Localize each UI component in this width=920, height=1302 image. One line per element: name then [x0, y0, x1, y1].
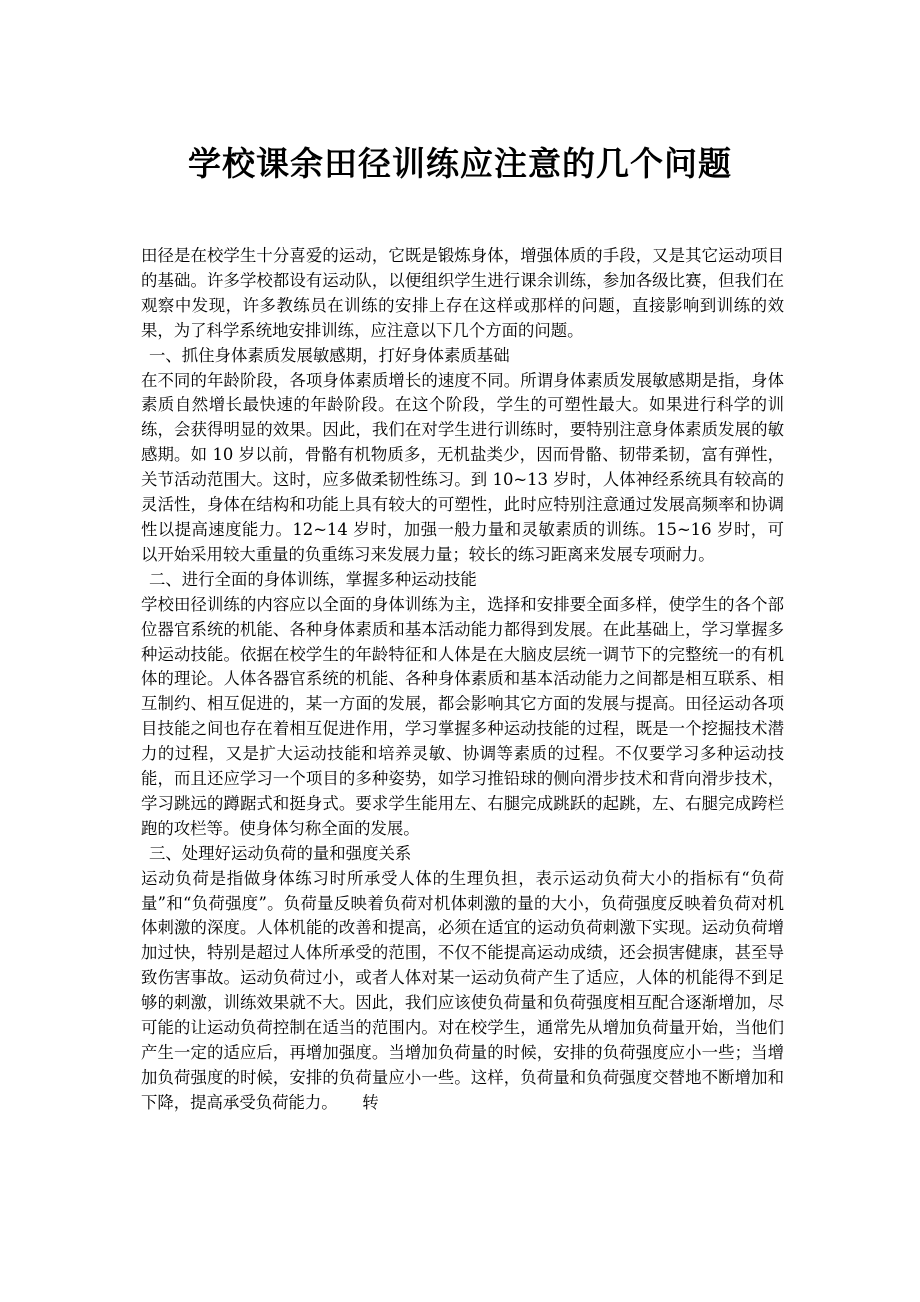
document-title: 学校课余田径训练应注意的几个问题 — [188, 144, 732, 183]
section-heading-2: 二、进行全面的身体训练，掌握多种运动技能 — [149, 569, 477, 589]
section-1-paragraph: 在不同的年龄阶段，各项身体素质增长的速度不同。所谓身体素质发展敏感期是指，身体素质自然增长最快速的年龄阶段。在这个阶段，学生的可塑性最大。如果进行科学的训练，会获得明显的效果。因此，我们在对学生进行训练时，要特别注意身体素质发展的敏感期。如 10 岁以前，骨骼有机物质多，无机盐类少，因而骨骼、韧带柔韧，富有弹性，关节活动范围大。这时，应多做柔韧性练习。到 10~13 岁时，人体神经系统具有较高的灵活性，身体在结构和功能上具有较大的可塑性，此时应特别注意通过发展高频率和协调性以提高速度能力。12~14 岁时，加强一般力量和灵敏素质的训练。15~16 岁时，可以开始采用较大重量的负重练习来发展力量；较长的练习距离来发展专项耐力。 — [141, 370, 784, 564]
section-2-paragraph: 学校田径训练的内容应以全面的身体训练为主，选择和安排要全面多样，使学生的各个部位器官系统的机能、各种身体素质和基本活动能力都得到发展。在此基础上，学习掌握多种运动技能。依据在校学生的年龄特征和人体是在大脑皮层统一调节下的完整统一的有机体的理论。人体各器官系统的机能、各种身体素质和基本活动能力之间都是相互联系、相互制约、相互促进的，某一方面的发展，都会影响其它方面的发展与提高。田径运动各项目技能之间也存在着相互促进作用，学习掌握多种运动技能的过程，既是一个挖掘技术潜力的过程，又是扩大运动技能和培养灵敏、协调等素质的过程。不仅要学习多种运动技能，而且还应学习一个项目的多种姿势，如学习推铅球的侧向滑步技术和背向滑步技术，学习跳远的蹲踞式和挺身式。要求学生能用左、右腿完成跳跃的起跳，左、右腿完成跨栏跑的攻栏等。使身体匀称全面的发展。 — [141, 594, 784, 838]
section-3-paragraph: 运动负荷是指做身体练习时所承受人体的生理负担，表示运动负荷大小的指标有“负荷量”和“负荷强度”。负荷量反映着负荷对机体刺激的量的大小，负荷强度反映着负荷对机体刺激的深度。人体机能的改善和提高，必须在适宜的运动负荷刺激下实现。运动负荷增加过快，特别是超过人体所承受的范围，不仅不能提高运动成绩，还会损害健康，甚至导致伤害事故。运动负荷过小，或者人体对某一运动负荷产生了适应，人体的机能得不到足够的刺激，训练效果就不大。因此，我们应该使负荷量和负荷强度相互配合逐渐增加，尽可能的让运动负荷控制在适当的范围内。对在校学生，通常先从增加负荷量开始，当他们产生一定的适应后，再增加强度。当增加负荷量的时候，安排的负荷强度应小一些；当增加负荷强度的时候，安排的负荷量应小一些。这样，负荷量和负荷强度交替地不断增加和下降，提高承受负荷能力。 转 — [141, 868, 784, 1112]
section-heading-1: 一、抓住身体素质发展敏感期，打好身体素质基础 — [149, 345, 510, 365]
section-heading-3: 三、处理好运动负荷的量和强度关系 — [149, 843, 412, 863]
document-body — [141, 244, 784, 1116]
intro-paragraph: 田径是在校学生十分喜爱的运动，它既是锻炼身体，增强体质的手段，又是其它运动项目的基础。许多学校都设有运动队，以便组织学生进行课余训练，参加各级比赛，但我们在观察中发现，许多教练员在训练的安排上存在这样或那样的问题，直接影响到训练的效果，为了科学系统地安排训练，应注意以下几个方面的问题。 — [141, 246, 784, 340]
